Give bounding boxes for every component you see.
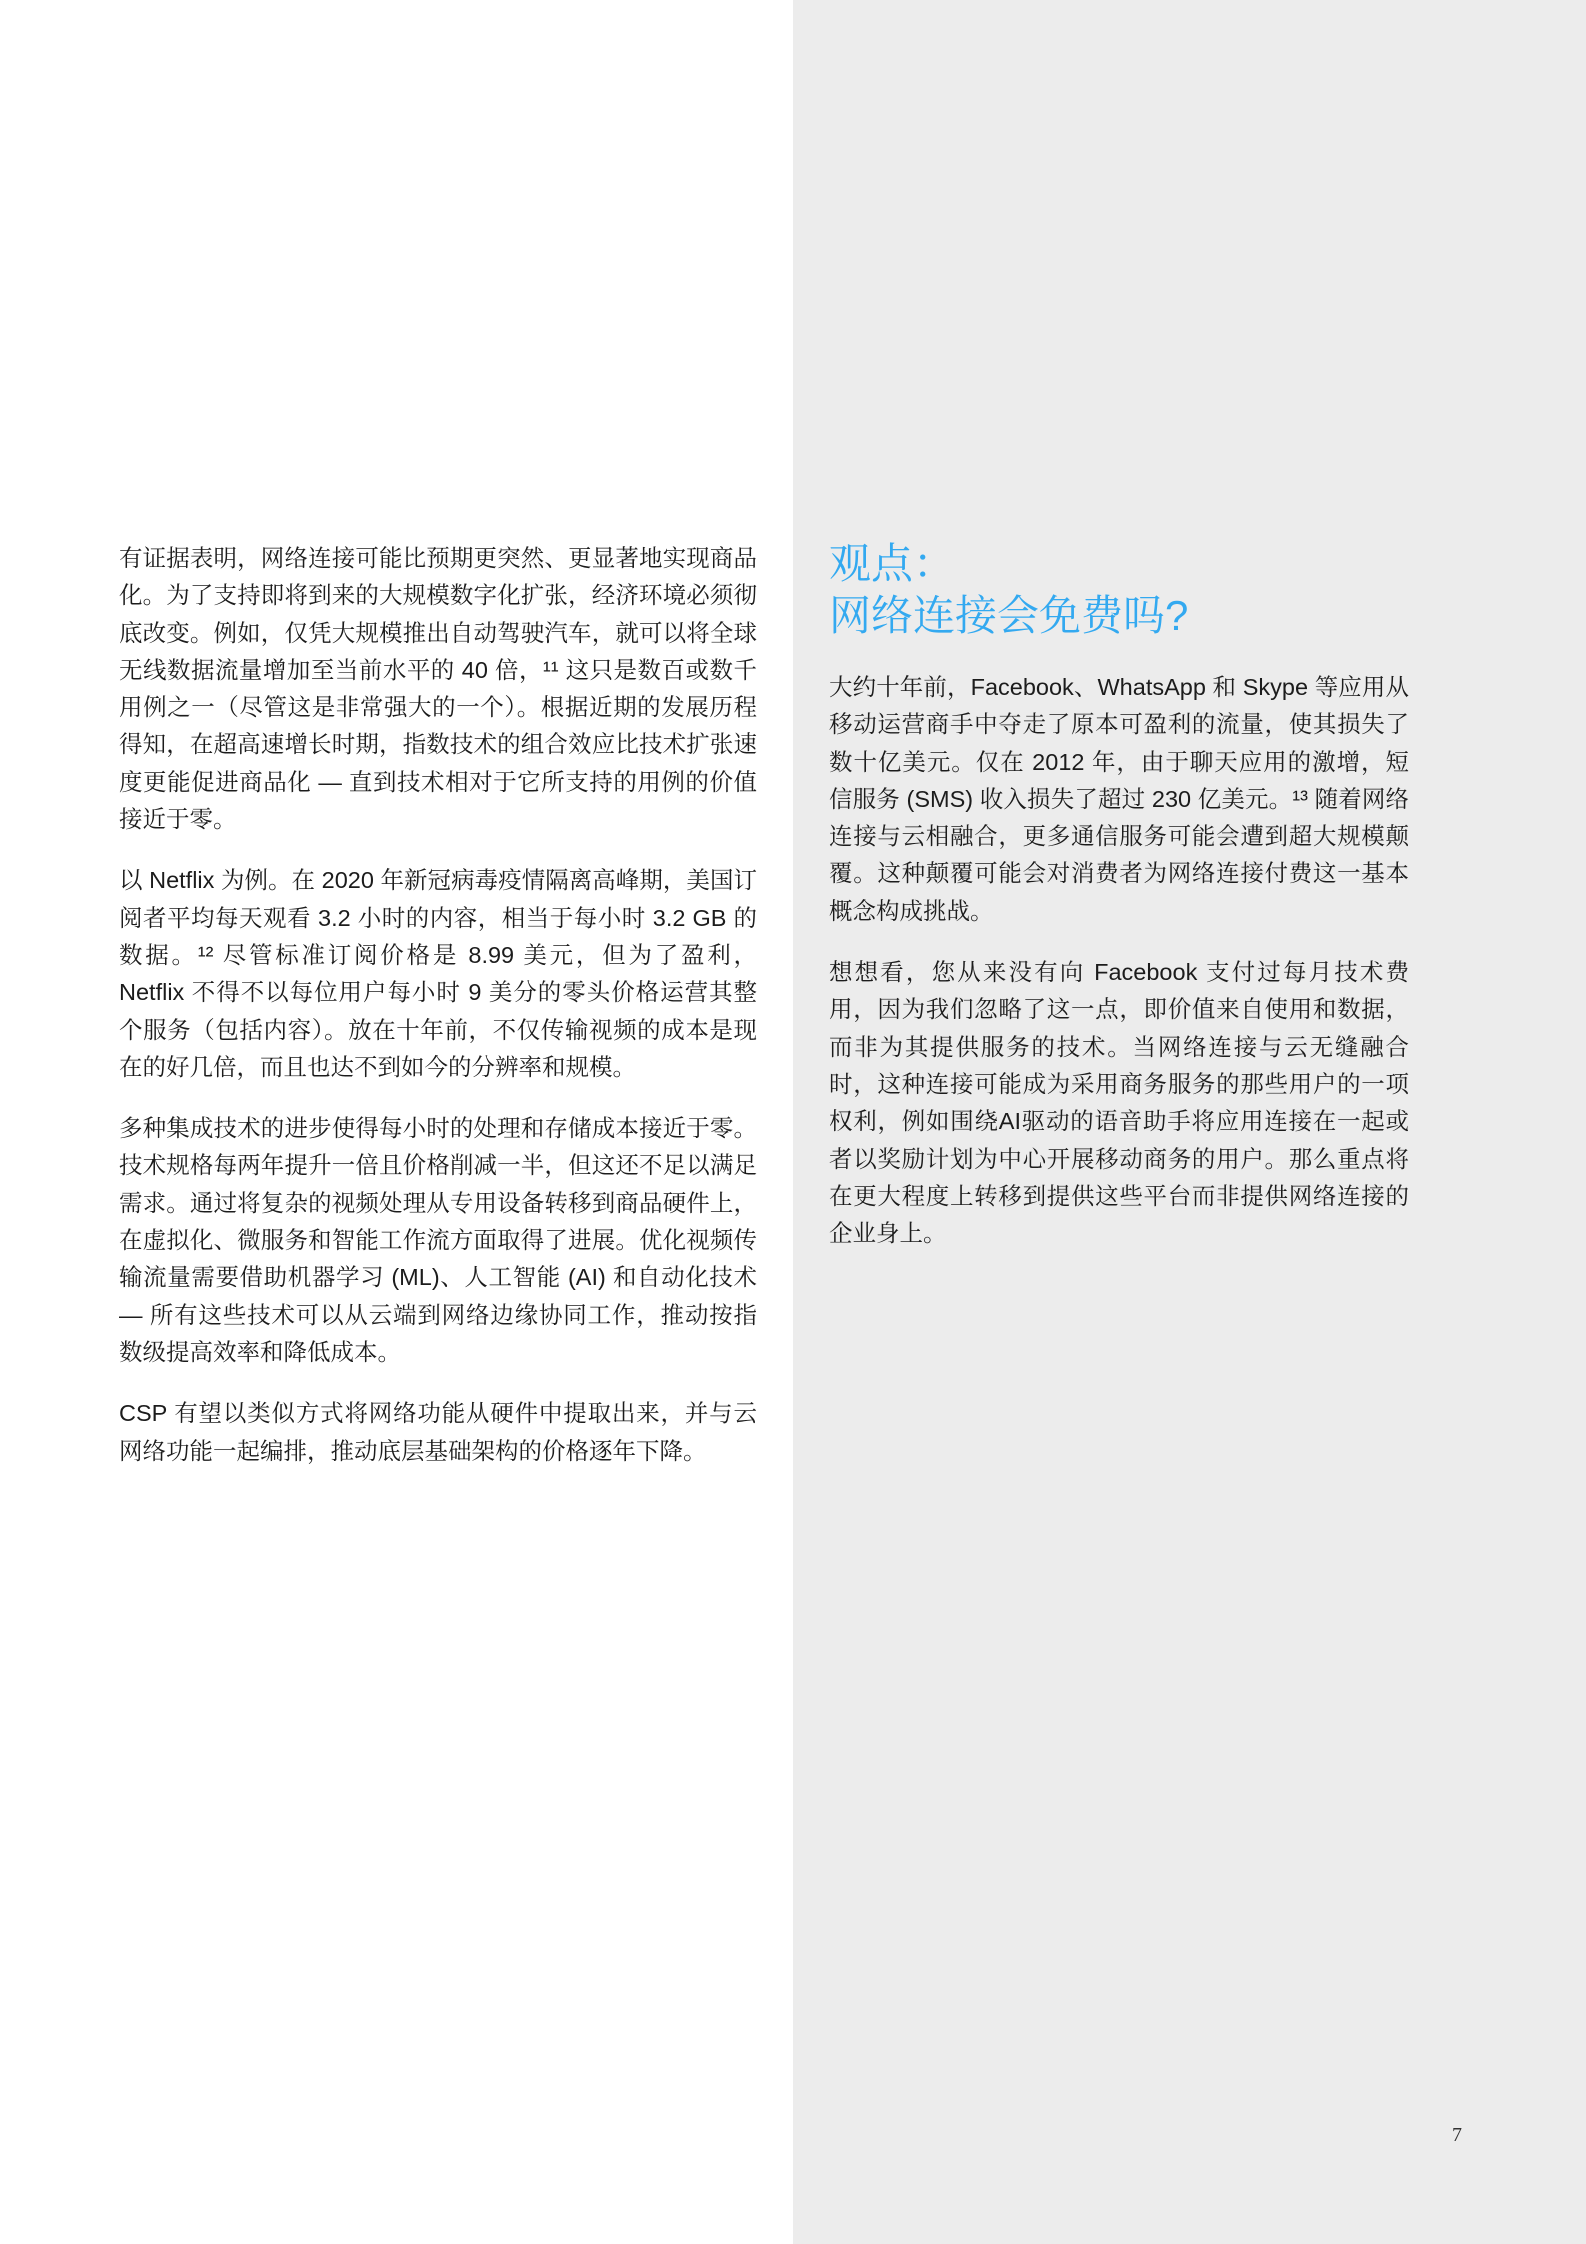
main-column — [119, 540, 757, 1494]
sidebar-column — [829, 669, 1409, 1276]
sidebar-paragraph: 大约十年前，Facebook、WhatsApp 和 Skype 等应用从移动运营商手中夺走了原本可盈利的流量，使其损失了数十亿美元。仅在 2012 年，由于聊天应用的激增，短信服务 (SMS) 收入损失了超过 230 亿美元。¹³ 随着网络连接与云相融合，更多通信服务可能会遭到超大规模颠覆。这种颠覆可能会对消费者为网络连接付费这一基本概念构成挑战。 — [829, 674, 1409, 924]
sidebar-heading-line1: 观点： — [829, 540, 956, 587]
body-paragraph: 多种集成技术的进步使得每小时的处理和存储成本接近于零。技术规格每两年提升一倍且价格削减一半，但这还不足以满足需求。通过将复杂的视频处理从专用设备转移到商品硬件上，在虚拟化、微服务和智能工作流方面取得了进展。优化视频传输流量需要借助机器学习 (ML)、人工智能 (AI) 和自动化技术 — 所有这些技术可以从云端到网络边缘协同工作，推动按指数级提高效率和降低成本。 — [119, 1115, 757, 1365]
body-paragraph: 有证据表明，网络连接可能比预期更突然、更显著地实现商品化。为了支持即将到来的大规模数字化扩张，经济环境必须彻底改变。例如，仅凭大规模推出自动驾驶汽车，就可以将全球无线数据流量增加至当前水平的 40 倍，¹¹ 这只是数百或数千用例之一（尽管这是非常强大的一个）。根据近期的发展历程得知，在超高速增长时期，指数技术的组合效应比技术扩张速度更能促进商品化 — 直到技术相对于它所支持的用例的价值接近于零。 — [119, 545, 757, 833]
sidebar-heading — [829, 538, 1429, 642]
page-number: 7 — [1452, 2124, 1462, 2146]
sidebar-heading-line2: 网络连接会免费吗? — [829, 592, 1189, 639]
body-paragraph: CSP 有望以类似方式将网络功能从硬件中提取出来，并与云网络功能一起编排，推动底层基础架构的价格逐年下降。 — [119, 1400, 757, 1464]
sidebar-paragraph: 想想看，您从来没有向 Facebook 支付过每月技术费用，因为我们忽略了这一点，即价值来自使用和数据，而非为其提供服务的技术。当网络连接与云无缝融合时，这种连接可能成为采用商务服务的那些用户的一项权利，例如围绕AI驱动的语音助手将应用连接在一起或者以奖励计划为中心开展移动商务的用户。那么重点将在更大程度上转移到提供这些平台而非提供网络连接的企业身上。 — [829, 959, 1409, 1247]
body-paragraph: 以 Netflix 为例。在 2020 年新冠病毒疫情隔离高峰期，美国订阅者平均每天观看 3.2 小时的内容，相当于每小时 3.2 GB 的数据。¹² 尽管标准订阅价格是 8.99 美元，但为了盈利，Netflix 不得不以每位用户每小时 9 美分的零头价格运营其整个服务（包括内容）。放在十年前，不仅传输视频的成本是现在的好几倍，而且也达不到如今的分辨率和规模。 — [119, 867, 757, 1080]
